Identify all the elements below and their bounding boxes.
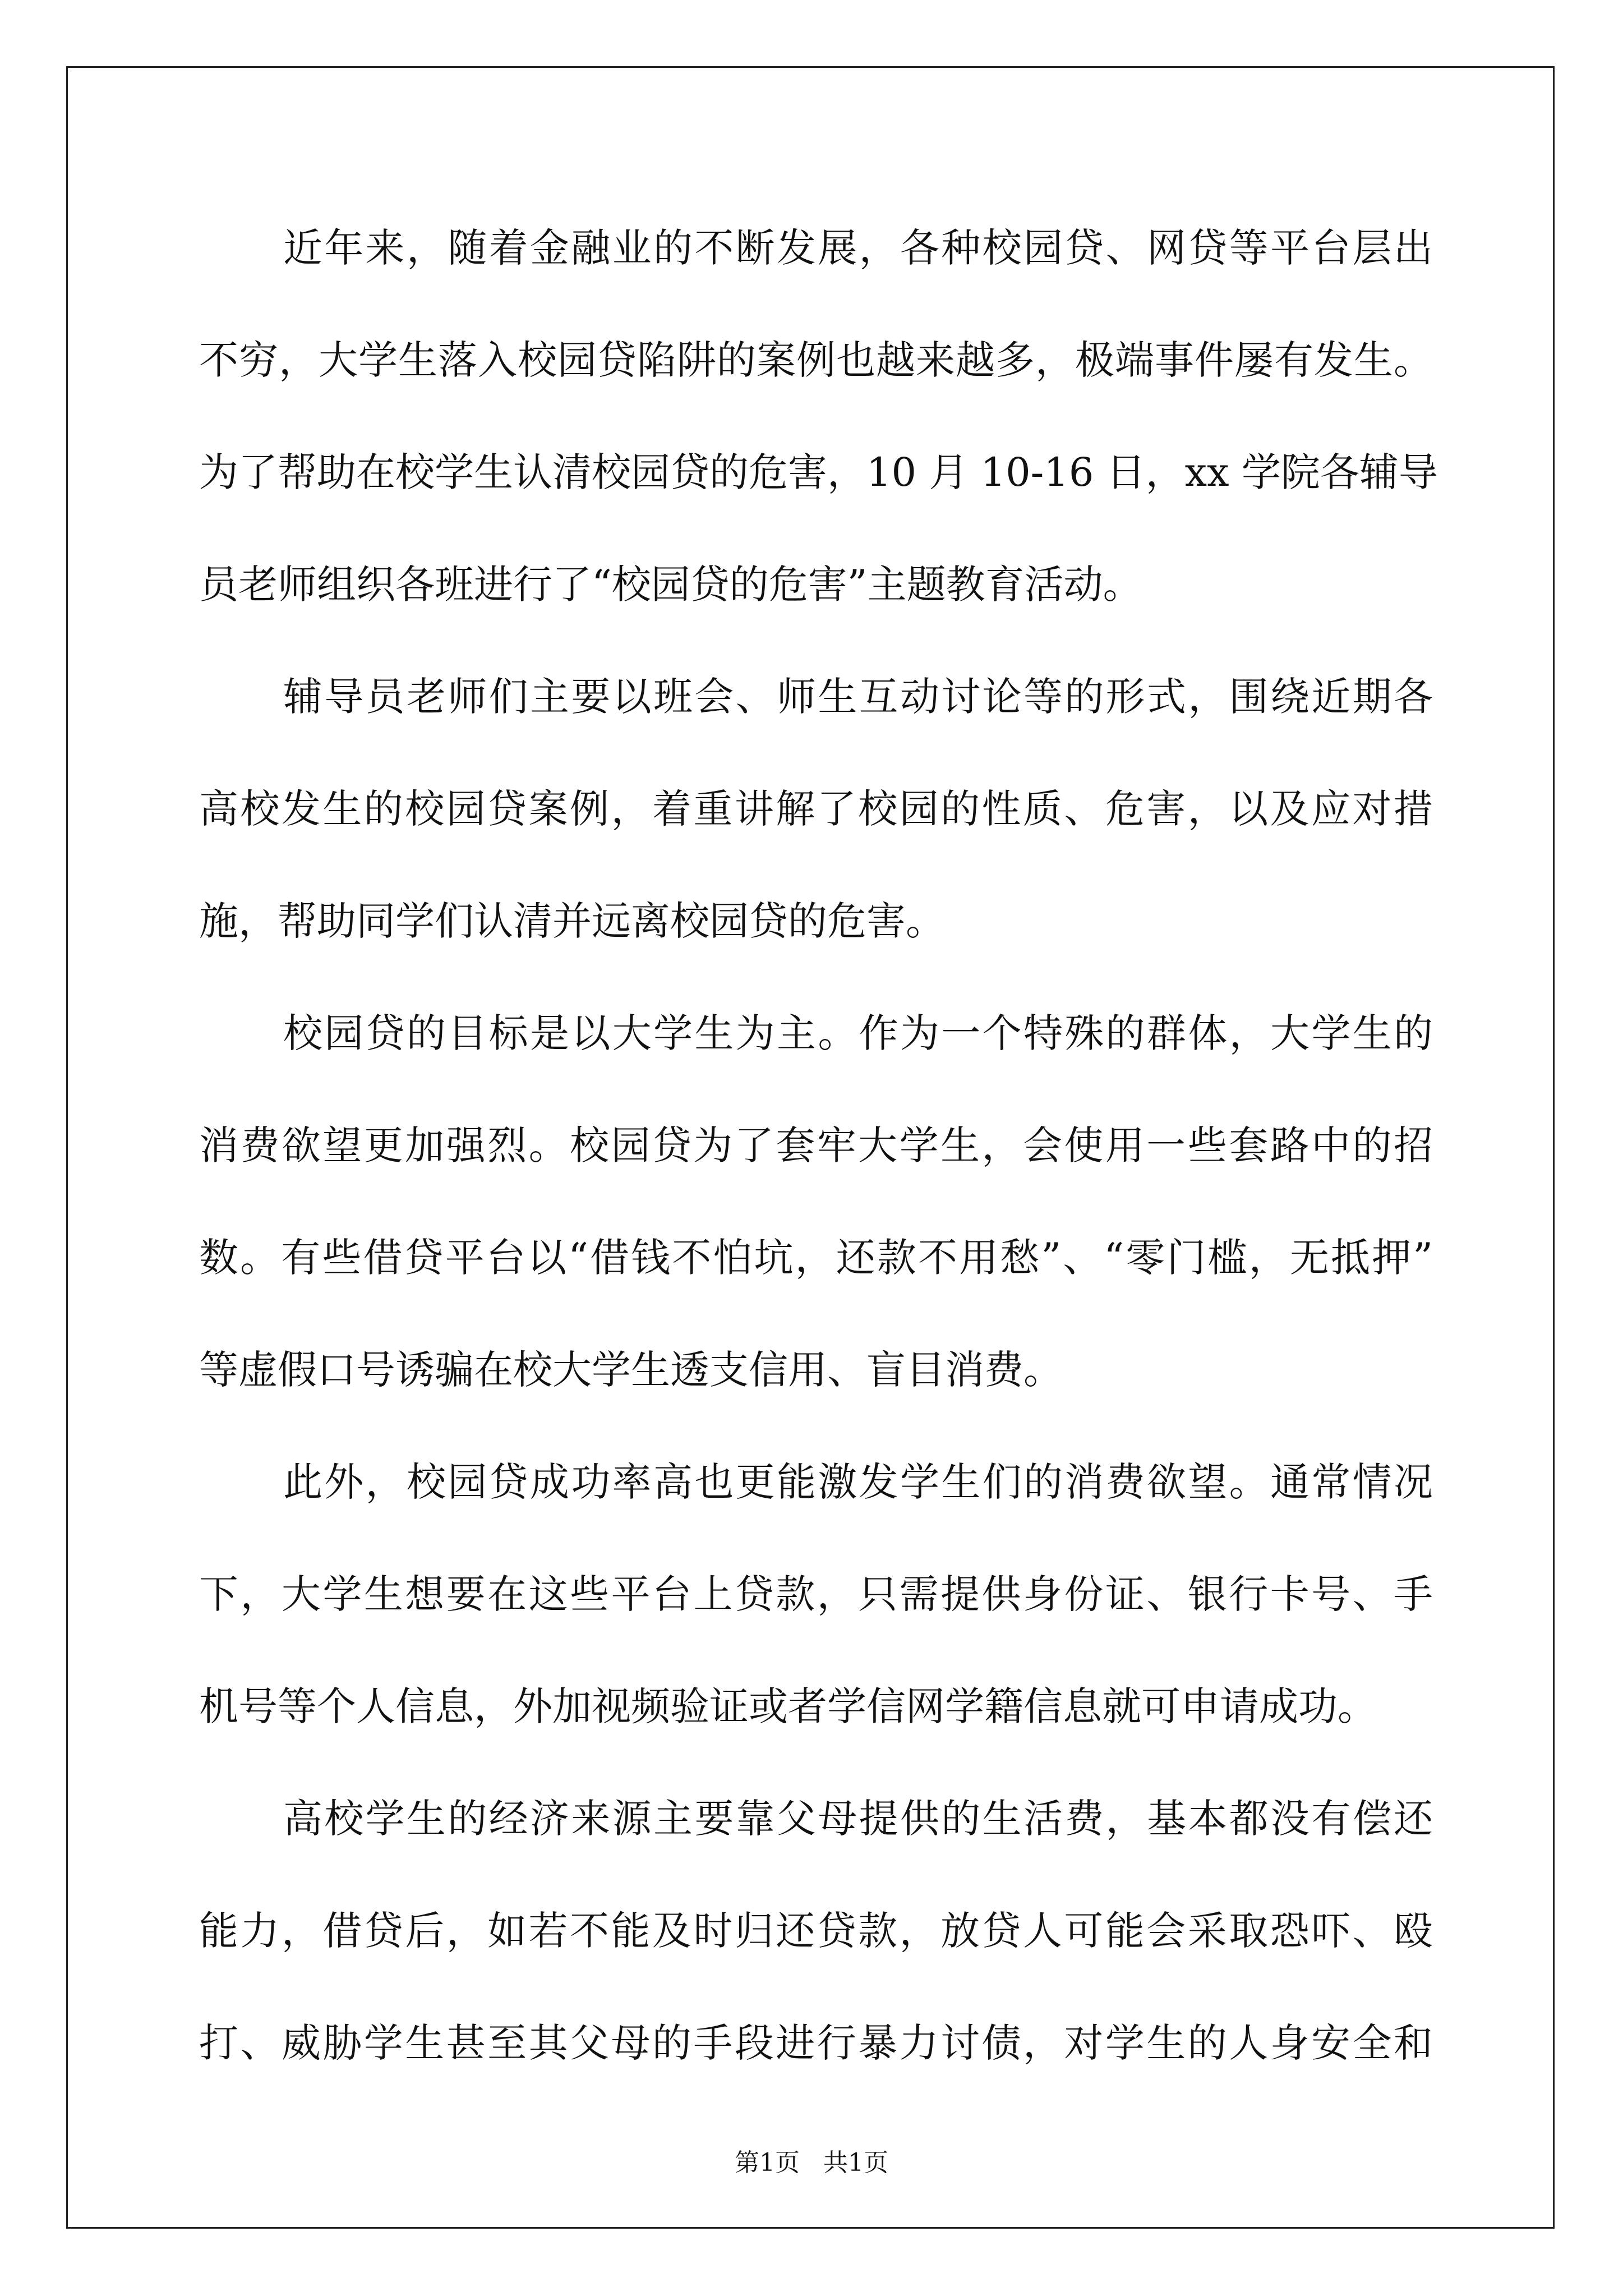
paragraph-5-line-2: 能力，借贷后，如若不能及时归还贷款，放贷人可能会采取恐吓、殴: [199, 1908, 1433, 1954]
paragraph-1-line-3: 为了帮助在校学生认清校园贷的危害，10 月 10-16 日，xx 学院各辅导: [199, 449, 1438, 495]
paragraph-1-line-2: 不穷，大学生落入校园贷陷阱的案例也越来越多，极端事件屡有发生。: [199, 337, 1433, 383]
paragraph-2-line-2: 高校发生的校园贷案例，着重讲解了校园的性质、危害，以及应对措: [199, 786, 1433, 832]
paragraph-3-line-3: 数。有些借贷平台以“借钱不怕坑，还款不用愁”、“零门槛，无抵押”: [199, 1235, 1433, 1281]
paragraph-3-line-2: 消费欲望更加强烈。校园贷为了套牢大学生，会使用一些套路中的招: [199, 1122, 1433, 1168]
paragraph-2-line-1: 辅导员老师们主要以班会、师生互动讨论等的形式，围绕近期各: [283, 674, 1433, 720]
paragraph-3-line-1: 校园贷的目标是以大学生为主。作为一个特殊的群体，大学生的: [283, 1010, 1433, 1056]
paragraph-1-line-4: 员老师组织各班进行了“校园贷的危害”主题教育活动。: [199, 562, 1142, 608]
paragraph-3-line-4: 等虚假口号诱骗在校大学生透支信用、盲目消费。: [199, 1347, 1063, 1393]
paragraph-4-line-1: 此外，校园贷成功率高也更能激发学生们的消费欲望。通常情况: [283, 1459, 1433, 1505]
page-number-footer: 第1页 共1页: [735, 2148, 888, 2177]
paragraph-5-line-3: 打、威胁学生甚至其父母的手段进行暴力讨债，对学生的人身安全和: [199, 2020, 1433, 2066]
paragraph-4-line-2: 下，大学生想要在这些平台上贷款，只需提供身份证、银行卡号、手: [199, 1571, 1433, 1617]
paragraph-5-line-1: 高校学生的经济来源主要靠父母提供的生活费，基本都没有偿还: [283, 1796, 1433, 1842]
paragraph-4-line-3: 机号等个人信息，外加视频验证或者学信网学籍信息就可申请成功。: [199, 1683, 1377, 1729]
paragraph-2-line-3: 施，帮助同学们认清并远离校园贷的危害。: [199, 898, 945, 944]
paragraph-1-line-1: 近年来，随着金融业的不断发展，各种校园贷、网贷等平台层出: [283, 225, 1433, 271]
